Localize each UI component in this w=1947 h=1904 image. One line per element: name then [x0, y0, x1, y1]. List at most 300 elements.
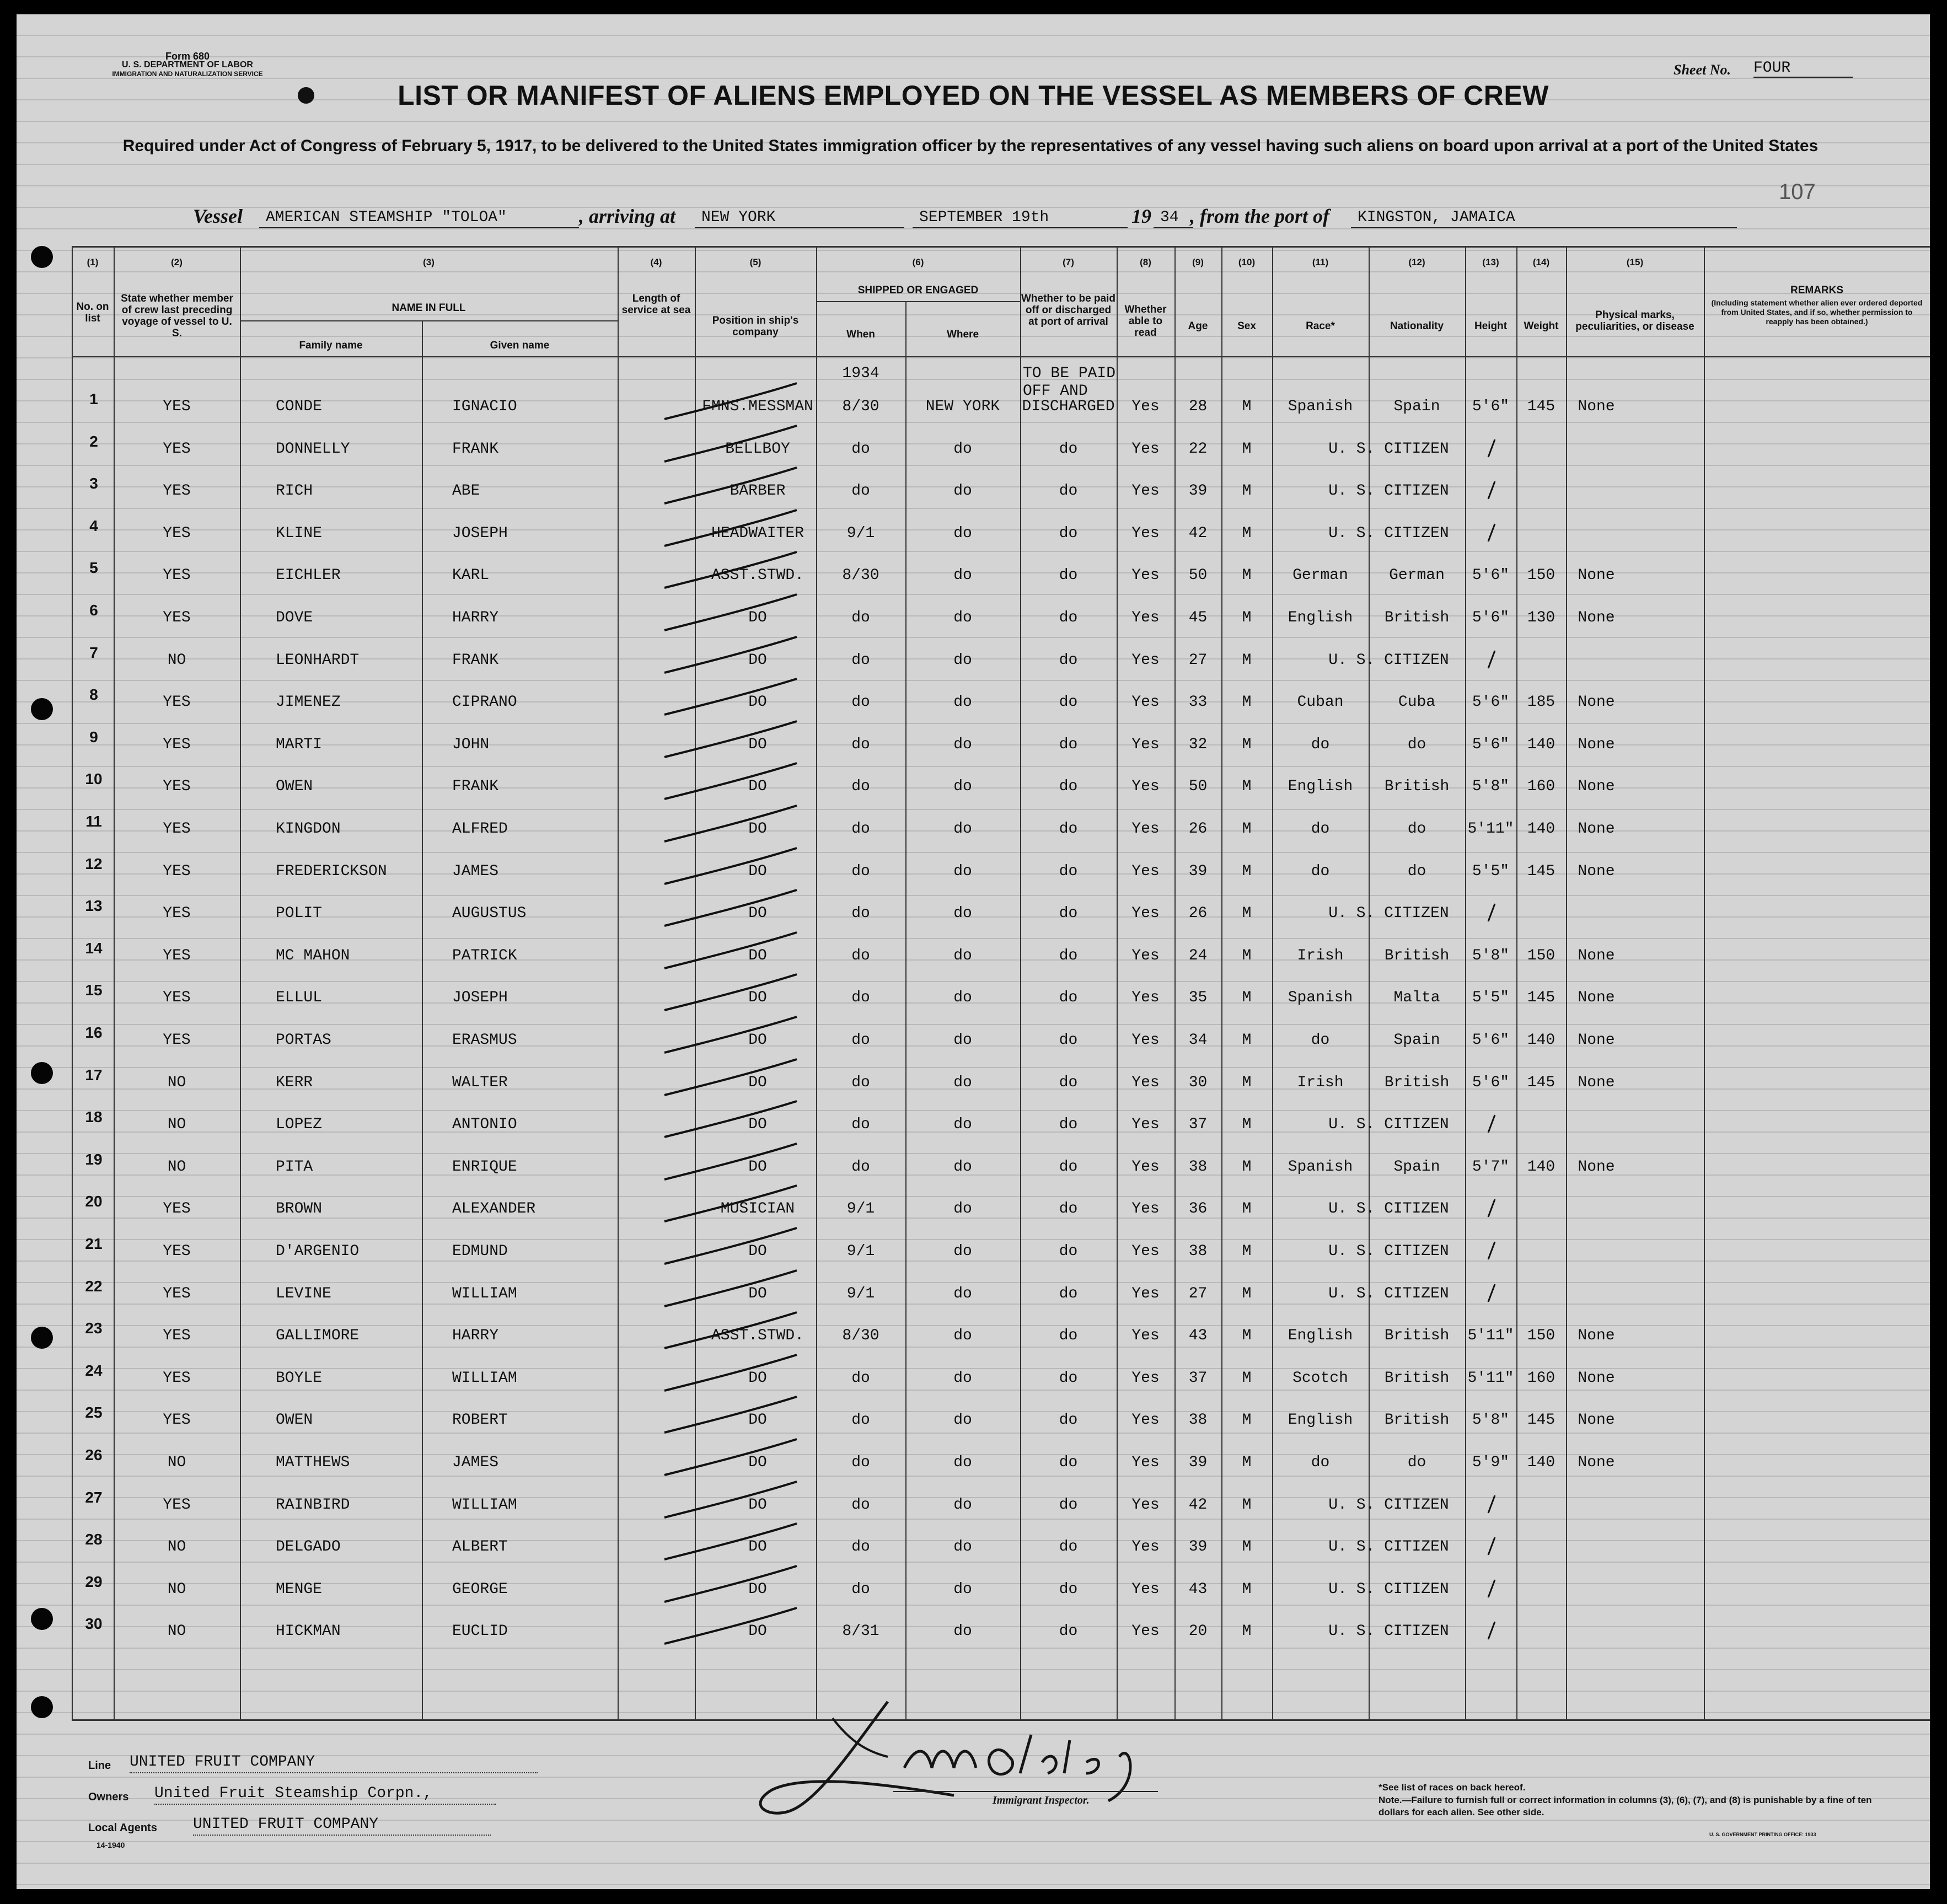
paid-off-cell: do: [1059, 441, 1078, 458]
vessel-label: Vessel: [193, 205, 243, 227]
race-cell: do: [1311, 736, 1330, 753]
citizenship-cell: [1312, 607, 1465, 629]
nationality-cell: do: [1407, 820, 1426, 838]
physical-marks-cell: None: [1578, 1032, 1615, 1049]
given-name-cell: FRANK: [452, 652, 499, 669]
prev-voyage-cell: YES: [163, 441, 191, 458]
paid-off-line-1: TO BE PAID: [1023, 365, 1116, 382]
height-cell: 5'9": [1472, 1454, 1510, 1471]
able-to-read-cell: Yes: [1131, 1200, 1160, 1218]
shipped-divider: [816, 301, 1020, 302]
family-name-cell: ELLUL: [276, 989, 323, 1006]
weight-cell: 140: [1527, 820, 1556, 838]
shipped-when-cell: 9/1: [846, 525, 875, 542]
from-port: KINGSTON, JAMAICA: [1351, 207, 1737, 228]
form-code-footer: 14-1940: [96, 1841, 125, 1849]
age-cell: 37: [1188, 1370, 1208, 1387]
check-stroke: [659, 423, 802, 467]
header-height: Height: [1474, 320, 1508, 332]
prev-voyage-cell: YES: [163, 1327, 191, 1344]
age-cell: 42: [1188, 1497, 1208, 1514]
age-cell: 33: [1188, 694, 1208, 711]
given-name-cell: WILLIAM: [452, 1497, 517, 1514]
citizenship-cell: U. S. CITIZEN: [1328, 905, 1449, 922]
age-cell: 28: [1188, 398, 1208, 415]
height-cell: 5'7": [1472, 1159, 1510, 1176]
able-to-read-cell: Yes: [1131, 778, 1160, 795]
race-cell: Spanish: [1288, 989, 1353, 1006]
vessel-name: AMERICAN STEAMSHIP "TOLOA": [259, 207, 579, 228]
physical-marks-cell: [1566, 1198, 1627, 1220]
row-number: 28: [85, 1531, 103, 1548]
prev-voyage-cell: YES: [163, 778, 191, 795]
position-cell: DO: [748, 1581, 767, 1598]
row-number: 30: [85, 1615, 103, 1632]
row-number: 4: [89, 517, 98, 534]
row-number: 18: [85, 1108, 103, 1125]
weight-cell: 145: [1527, 1412, 1556, 1429]
sex-cell: M: [1242, 1370, 1252, 1387]
age-cell: 22: [1188, 441, 1208, 458]
weight-cell: [1516, 438, 1566, 460]
citizenship-cell: [1312, 861, 1465, 883]
check-stroke: [659, 1225, 802, 1269]
physical-marks-cell: [1566, 1536, 1627, 1558]
paid-off-cell: do: [1059, 905, 1078, 922]
able-to-read-cell: Yes: [1131, 609, 1160, 626]
race-cell: German: [1292, 567, 1348, 584]
col-number: (9): [1192, 257, 1204, 267]
race-cell: do: [1311, 1032, 1330, 1049]
weight-cell: 160: [1527, 778, 1556, 795]
able-to-read-cell: Yes: [1131, 1623, 1160, 1640]
paid-off-cell: do: [1059, 482, 1078, 500]
col-number: (11): [1312, 257, 1329, 267]
physical-marks-cell: None: [1578, 1412, 1615, 1429]
able-to-read-cell: Yes: [1131, 1412, 1160, 1429]
able-to-read-cell: Yes: [1131, 1327, 1160, 1344]
sex-cell: M: [1242, 820, 1252, 838]
form-number: Form 680: [165, 51, 210, 62]
inspector-signature: [722, 1685, 1219, 1834]
sex-cell: M: [1242, 1159, 1252, 1176]
physical-marks-cell: None: [1578, 567, 1615, 584]
paid-off-cell: do: [1059, 1497, 1078, 1514]
col-number: (12): [1408, 257, 1425, 267]
nationality-cell: do: [1407, 1454, 1426, 1471]
row-number: 25: [85, 1404, 103, 1421]
year-suffix: 34: [1154, 207, 1193, 228]
shipped-when-cell: do: [851, 905, 870, 922]
paid-off-cell: do: [1059, 1327, 1078, 1344]
col-number: (15): [1626, 257, 1644, 267]
nationality-cell: British: [1384, 778, 1450, 795]
header-where: Where: [946, 329, 979, 340]
col-number: (5): [749, 257, 761, 267]
weight-cell: [1516, 1241, 1566, 1263]
check-stroke: [659, 380, 802, 425]
page-subtitle: Required under Act of Congress of February 5, 1917, to be delivered to the United States immigration officer by the representatives of any vessel having such aliens on board upon arrival at a port of the United States: [122, 137, 1819, 155]
prev-voyage-cell: NO: [167, 1538, 186, 1556]
sex-cell: M: [1242, 1623, 1252, 1640]
able-to-read-cell: Yes: [1131, 1538, 1160, 1556]
shipped-where-cell: do: [953, 1200, 972, 1218]
header-weight: Weight: [1524, 320, 1559, 332]
family-name-cell: BOYLE: [276, 1370, 323, 1387]
height-cell: 5'6": [1472, 1074, 1510, 1091]
shipped-when-cell: do: [851, 1370, 870, 1387]
physical-marks-cell: None: [1578, 1370, 1615, 1387]
position-cell: DO: [748, 1074, 767, 1091]
given-name-cell: FRANK: [452, 441, 499, 458]
family-name-cell: RICH: [276, 482, 313, 500]
height-cell: 5'6": [1472, 567, 1510, 584]
citizenship-cell: [1312, 987, 1465, 1009]
prev-voyage-cell: YES: [163, 863, 191, 880]
age-cell: 27: [1188, 1285, 1208, 1302]
shipped-where-cell: do: [953, 1327, 972, 1344]
given-name-cell: JAMES: [452, 1454, 499, 1471]
shipped-where-cell: do: [953, 482, 972, 500]
shipped-when-cell: do: [851, 1538, 870, 1556]
weight-cell: 160: [1527, 1370, 1556, 1387]
binder-hole: [31, 246, 53, 268]
tick-mark: [1486, 1282, 1497, 1304]
col-number: (1): [87, 257, 99, 267]
shipped-where-cell: do: [953, 1032, 972, 1049]
weight-cell: [1516, 903, 1566, 925]
header-no-on-list: No. on list: [76, 301, 109, 324]
col-number: (3): [423, 257, 435, 267]
check-stroke: [659, 1056, 802, 1101]
prev-voyage-cell: YES: [163, 820, 191, 838]
shipped-where-cell: do: [953, 1243, 972, 1260]
nationality-cell: British: [1384, 947, 1450, 964]
check-stroke: [659, 507, 802, 551]
paid-off-line-2: OFF AND: [1023, 383, 1088, 400]
paid-off-cell: do: [1059, 863, 1078, 880]
header-able-to-read: Whether able to read: [1124, 304, 1167, 339]
shipped-when-cell: 9/1: [846, 1243, 875, 1260]
given-name-cell: KARL: [452, 567, 490, 584]
row-number: 24: [85, 1362, 103, 1379]
tick-mark: [1486, 1240, 1497, 1262]
family-name-cell: MC MAHON: [276, 947, 350, 964]
given-name-cell: EUCLID: [452, 1623, 508, 1640]
given-name-cell: EDMUND: [452, 1243, 508, 1260]
citizenship-cell: U. S. CITIZEN: [1328, 1538, 1449, 1556]
check-stroke: [659, 803, 802, 847]
shipped-where-cell: do: [953, 905, 972, 922]
sex-cell: M: [1242, 1327, 1252, 1344]
shipped-where-cell: do: [953, 1285, 972, 1302]
age-cell: 26: [1188, 820, 1208, 838]
family-name-cell: D'ARGENIO: [276, 1243, 360, 1260]
weight-cell: 150: [1527, 1327, 1556, 1344]
citizenship-cell: [1312, 565, 1465, 587]
physical-marks-cell: None: [1578, 1159, 1615, 1176]
nationality-cell: Cuba: [1398, 694, 1436, 711]
citizenship-cell: U. S. CITIZEN: [1328, 525, 1449, 542]
family-name-cell: OWEN: [276, 1412, 313, 1429]
check-stroke: [659, 718, 802, 763]
given-name-cell: ERASMUS: [452, 1032, 517, 1049]
row-number: 7: [89, 644, 98, 661]
sex-cell: M: [1242, 609, 1252, 626]
weight-cell: [1516, 1579, 1566, 1601]
arriving-port: NEW YORK: [695, 207, 904, 228]
col-number: (13): [1482, 257, 1499, 267]
check-stroke: [659, 465, 802, 509]
age-cell: 36: [1188, 1200, 1208, 1218]
height-cell: 5'11": [1467, 820, 1514, 838]
race-cell: Irish: [1297, 947, 1344, 964]
shipped-when-cell: do: [851, 441, 870, 458]
paid-off-cell: do: [1059, 1243, 1078, 1260]
family-name-cell: MATTHEWS: [276, 1454, 350, 1471]
sex-cell: M: [1242, 905, 1252, 922]
prev-voyage-cell: YES: [163, 567, 191, 584]
citizenship-cell: [1312, 818, 1465, 840]
penalty-note: Note.—Failure to furnish full or correct information in columns (3), (6), (7), and (8) is punishable by a fine of ten dollars for each alien. See other side.: [1379, 1795, 1872, 1817]
row-number: 10: [85, 770, 103, 787]
header-nationality: Nationality: [1390, 320, 1444, 332]
family-name-cell: MARTI: [276, 736, 323, 753]
inspector-signature-rule: [893, 1791, 1158, 1792]
paid-off-cell: do: [1059, 609, 1078, 626]
citizenship-cell: U. S. CITIZEN: [1328, 1623, 1449, 1640]
shipped-when-cell: do: [851, 1581, 870, 1598]
sex-cell: M: [1242, 652, 1252, 669]
position-cell: DO: [748, 736, 767, 753]
age-cell: 26: [1188, 905, 1208, 922]
paid-off-cell: do: [1059, 1412, 1078, 1429]
tick-mark: [1486, 1619, 1497, 1642]
weight-cell: [1516, 1536, 1566, 1558]
shipped-when-cell: 8/30: [842, 567, 879, 584]
printing-office: U. S. GOVERNMENT PRINTING OFFICE: 1933: [1709, 1832, 1816, 1837]
race-cell: do: [1311, 863, 1330, 880]
physical-marks-cell: None: [1578, 609, 1615, 626]
check-stroke: [659, 1352, 802, 1396]
header-age: Age: [1188, 320, 1208, 332]
physical-marks-cell: [1566, 1241, 1627, 1263]
citizenship-cell: [1312, 1156, 1465, 1178]
tick-mark: [1486, 1197, 1497, 1219]
citizenship-cell: U. S. CITIZEN: [1328, 652, 1449, 669]
check-stroke: [659, 1310, 802, 1354]
row-number: 17: [85, 1066, 103, 1084]
sex-cell: M: [1242, 398, 1252, 415]
paid-off-cell: do: [1059, 1538, 1078, 1556]
col-rule: [1704, 246, 1705, 1721]
physical-marks-cell: None: [1578, 736, 1615, 753]
position-cell: DO: [748, 947, 767, 964]
header-bottom-rule: [72, 356, 1930, 357]
able-to-read-cell: Yes: [1131, 1159, 1160, 1176]
shipped-where-cell: do: [953, 609, 972, 626]
weight-cell: [1516, 523, 1566, 545]
age-cell: 32: [1188, 736, 1208, 753]
given-name-cell: ABE: [452, 482, 480, 500]
family-name-cell: HICKMAN: [276, 1623, 341, 1640]
family-name-cell: RAINBIRD: [276, 1497, 350, 1514]
family-name-cell: DONNELLY: [276, 441, 350, 458]
citizenship-cell: U. S. CITIZEN: [1328, 1116, 1449, 1133]
family-name-cell: KINGDON: [276, 820, 341, 838]
shipped-where-cell: do: [953, 567, 972, 584]
department-header: [83, 52, 292, 78]
able-to-read-cell: Yes: [1131, 863, 1160, 880]
height-cell: 5'11": [1467, 1327, 1514, 1344]
prev-voyage-cell: YES: [163, 1285, 191, 1302]
height-cell: 5'8": [1472, 1412, 1510, 1429]
prev-voyage-cell: YES: [163, 1200, 191, 1218]
sex-cell: M: [1242, 989, 1252, 1006]
owners-label: Owners: [88, 1791, 129, 1803]
paid-off-cell: do: [1059, 1454, 1078, 1471]
sex-cell: M: [1242, 947, 1252, 964]
prev-voyage-cell: NO: [167, 652, 186, 669]
given-name-cell: ENRIQUE: [452, 1159, 517, 1176]
prev-voyage-cell: YES: [163, 1497, 191, 1514]
row-number: 15: [85, 982, 103, 999]
family-name-cell: PITA: [276, 1159, 313, 1176]
given-name-cell: ROBERT: [452, 1412, 508, 1429]
row-number: 21: [85, 1235, 103, 1252]
position-cell: MUSICIAN: [720, 1200, 795, 1218]
row-number: 8: [89, 686, 98, 703]
paid-off-cell: do: [1059, 778, 1078, 795]
sex-cell: M: [1242, 441, 1252, 458]
age-cell: 39: [1188, 482, 1208, 500]
row-number: 16: [85, 1024, 103, 1041]
family-name-cell: FREDERICKSON: [276, 863, 387, 880]
able-to-read-cell: Yes: [1131, 398, 1160, 415]
family-name-cell: CONDE: [276, 398, 323, 415]
check-stroke: [659, 1521, 802, 1565]
prev-voyage-cell: YES: [163, 694, 191, 711]
family-name-cell: LEONHARDT: [276, 652, 360, 669]
family-name-cell: JIMENEZ: [276, 694, 341, 711]
given-name-cell: AUGUSTUS: [452, 905, 527, 922]
shipped-when-cell: do: [851, 736, 870, 753]
weight-cell: 150: [1527, 567, 1556, 584]
given-name-cell: WALTER: [452, 1074, 508, 1091]
able-to-read-cell: Yes: [1131, 482, 1160, 500]
manifest-sheet: [17, 14, 1930, 1889]
physical-marks-cell: [1566, 903, 1627, 925]
family-name-cell: KLINE: [276, 525, 323, 542]
local-agents-label: Local Agents: [88, 1822, 157, 1834]
tick-mark: [1486, 1493, 1497, 1515]
able-to-read-cell: Yes: [1131, 989, 1160, 1006]
prev-voyage-cell: YES: [163, 736, 191, 753]
sex-cell: M: [1242, 1243, 1252, 1260]
physical-marks-cell: None: [1578, 947, 1615, 964]
given-name-cell: GEORGE: [452, 1581, 508, 1598]
sex-cell: M: [1242, 694, 1252, 711]
binder-hole: [31, 1327, 53, 1349]
given-name-cell: JAMES: [452, 863, 499, 880]
citizenship-cell: [1312, 1452, 1465, 1474]
col-rule: [618, 246, 619, 1721]
row-number: 12: [85, 855, 103, 872]
shipped-when-cell: do: [851, 652, 870, 669]
nationality-cell: German: [1389, 567, 1445, 584]
tick-mark: [1486, 648, 1497, 671]
shipped-when-cell: do: [851, 609, 870, 626]
race-cell: Cuban: [1297, 694, 1344, 711]
paid-off-cell: do: [1059, 1074, 1078, 1091]
nationality-cell: British: [1384, 1074, 1450, 1091]
given-name-cell: JOSEPH: [452, 989, 508, 1006]
citizenship-cell: U. S. CITIZEN: [1328, 1200, 1449, 1218]
paid-off-cell: do: [1059, 1032, 1078, 1049]
header-remarks-note: (Including statement whether alien ever ordered deported from United States, and if so, whether permission to reapply has been obtained.): [1711, 298, 1923, 326]
row-number: 13: [85, 897, 103, 914]
col-rule: [72, 246, 73, 1721]
arriving-label: , arriving at: [579, 205, 676, 227]
family-name-cell: BROWN: [276, 1200, 323, 1218]
shipped-where-cell: do: [953, 652, 972, 669]
sex-cell: M: [1242, 778, 1252, 795]
paid-off-cell: do: [1059, 1200, 1078, 1218]
shipped-where-cell: do: [953, 1116, 972, 1133]
able-to-read-cell: Yes: [1131, 1454, 1160, 1471]
prev-voyage-cell: YES: [163, 482, 191, 500]
physical-marks-cell: [1566, 438, 1627, 460]
header-prev-voyage: State whether member of crew last preceding voyage of vessel to U. S.: [121, 293, 233, 339]
row-number: 29: [85, 1573, 103, 1590]
stamp-number: 107: [1779, 180, 1816, 204]
race-cell: English: [1288, 778, 1353, 795]
service-name: IMMIGRATION AND NATURALIZATION SERVICE: [112, 70, 263, 78]
check-stroke: [659, 634, 802, 678]
paid-off-cell: do: [1059, 820, 1078, 838]
able-to-read-cell: Yes: [1131, 736, 1160, 753]
shipped-where-cell: do: [953, 1412, 972, 1429]
row-number: 11: [85, 813, 102, 830]
row-number: 19: [85, 1151, 103, 1168]
sex-cell: M: [1242, 567, 1252, 584]
check-stroke: [659, 930, 802, 974]
check-stroke: [659, 845, 802, 889]
given-name-cell: PATRICK: [452, 947, 517, 964]
position-cell: DO: [748, 1159, 767, 1176]
weight-cell: 140: [1527, 1454, 1556, 1471]
sex-cell: M: [1242, 863, 1252, 880]
citizenship-cell: U. S. CITIZEN: [1328, 1581, 1449, 1598]
race-cell: English: [1288, 1327, 1353, 1344]
line-label: Line: [88, 1760, 111, 1772]
position-cell: DO: [748, 1412, 767, 1429]
citizenship-cell: [1312, 1029, 1465, 1052]
able-to-read-cell: Yes: [1131, 1243, 1160, 1260]
sex-cell: M: [1242, 1116, 1252, 1133]
physical-marks-cell: None: [1578, 398, 1615, 415]
check-stroke: [659, 972, 802, 1016]
shipped-when-cell: do: [851, 820, 870, 838]
height-cell: 5'8": [1472, 947, 1510, 964]
shipped-when-cell: do: [851, 1454, 870, 1471]
check-stroke: [659, 1563, 802, 1607]
position-cell: DO: [748, 694, 767, 711]
prev-voyage-cell: NO: [167, 1159, 186, 1176]
position-cell: BARBER: [730, 482, 786, 500]
family-name-cell: EICHLER: [276, 567, 341, 584]
position-cell: DO: [748, 1538, 767, 1556]
